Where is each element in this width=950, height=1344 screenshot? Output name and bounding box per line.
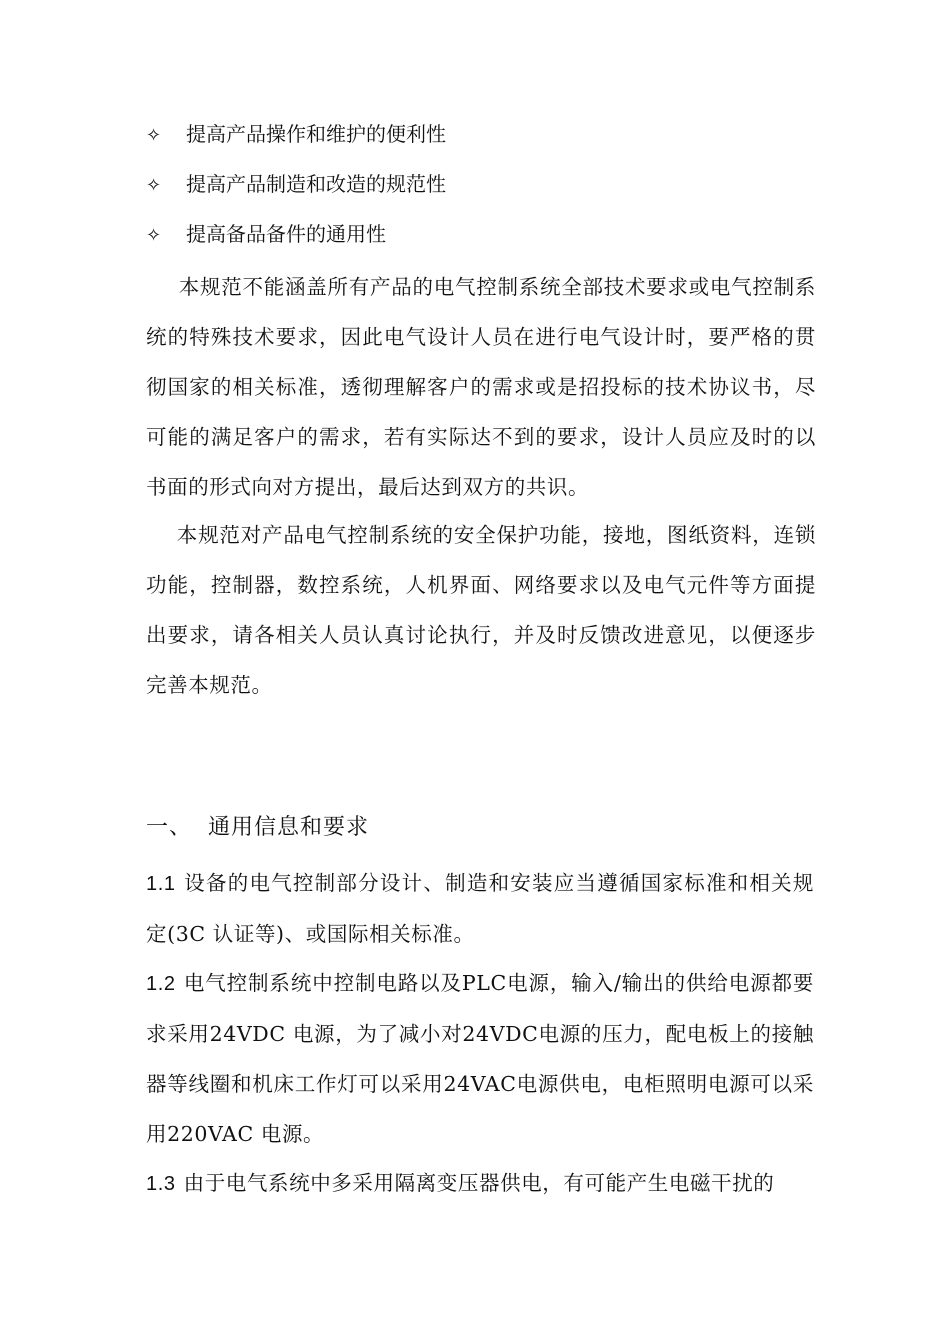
clause-number: 1.3 — [146, 1173, 176, 1195]
section-heading — [146, 808, 369, 848]
section-title: 通用信息和要求 — [208, 815, 370, 840]
requirements-paragraph: 本规范对产品电气控制系统的安全保护功能，接地，图纸资料，连锁功能，控制器，数控系统，人机界面、网络要求以及电气元件等方面提出要求，请各相关人员认真讨论执行，并及时反馈改进意见，以便逐步完善本规范。 — [146, 523, 816, 697]
bullet-list — [146, 118, 826, 268]
bullet-text: 提高产品操作和维护的便利性 — [186, 122, 446, 146]
clause-text: 电气控制系统中控制电路以及PLC电源，输入/输出的供给电源都要求采用24VDC 电源，为了减小对24VDC电源的压力，配电板上的接触器等线圈和机床工作灯可以采用24VAC电源供电，电柜照明电源可以采用220VAC 电源。 — [146, 971, 814, 1146]
bullet-text: 提高备品备件的通用性 — [186, 222, 386, 246]
clause-text: 由于电气系统中多采用隔离变压器供电，有可能产生电磁干扰的 — [183, 1171, 775, 1195]
clause-number: 1.2 — [146, 973, 176, 995]
diamond-star-icon: ✧ — [146, 225, 162, 246]
bullet-item — [146, 218, 826, 268]
clause-1-2 — [146, 958, 814, 1159]
clause-1-3 — [146, 1158, 814, 1209]
clause-text: 设备的电气控制部分设计、制造和安装应当遵循国家标准和相关规定(3C 认证等)、或国际相关标准。 — [146, 871, 814, 946]
bullet-item — [146, 118, 826, 168]
clause-number: 1.1 — [146, 873, 176, 895]
diamond-star-icon: ✧ — [146, 125, 162, 146]
diamond-star-icon: ✧ — [146, 175, 162, 196]
section-number: 一、 — [146, 815, 193, 840]
bullet-text: 提高产品制造和改造的规范性 — [186, 172, 446, 196]
bullet-item — [146, 168, 826, 218]
clause-1-1 — [146, 858, 814, 959]
scope-paragraph: 本规范不能涵盖所有产品的电气控制系统全部技术要求或电气控制系统的特殊技术要求，因此电气设计人员在进行电气设计时，要严格的贯彻国家的相关标准，透彻理解客户的需求或是招投标的技术协议书，尽可能的满足客户的需求，若有实际达不到的要求，设计人员应及时的以书面的形式向对方提出，最后达到双方的共识。 — [146, 275, 816, 499]
